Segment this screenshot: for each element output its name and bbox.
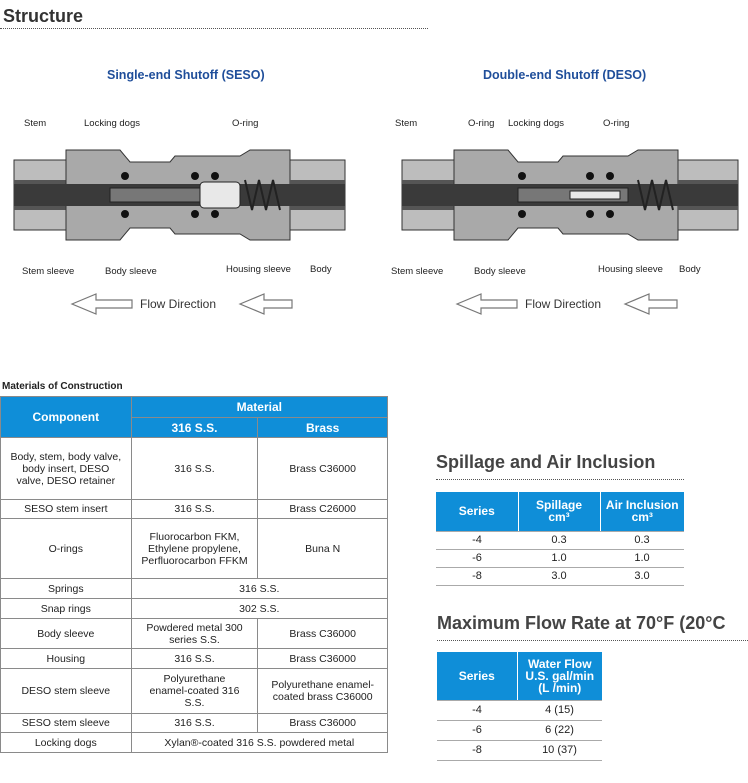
series-cell: -8 <box>437 740 517 760</box>
flowrate-header-series: Series <box>437 652 517 700</box>
structure-heading: Structure <box>3 6 84 26</box>
deso-label-body-sleeve: Body sleeve <box>474 266 526 277</box>
materials-title: Materials of Construction <box>2 381 123 392</box>
table-row <box>1 519 388 579</box>
brass-cell: Brass C36000 <box>258 619 388 649</box>
ss-cell: 316 S.S. <box>131 714 258 733</box>
seso-label-housing-sleeve: Housing sleeve <box>226 264 291 275</box>
deso-label-stem-sleeve: Stem sleeve <box>391 266 444 277</box>
seso-title: Single-end Shutoff (SESO) <box>107 68 265 82</box>
series-cell: -4 <box>437 700 517 720</box>
seso-label-locking-dogs: Locking dogs <box>84 118 140 129</box>
ss-cell: Polyurethane enamel-coated 316 S.S. <box>131 669 258 714</box>
ss-cell: Fluorocarbon FKM, Ethylene propylene, Perfluorocarbon FFKM <box>131 519 258 579</box>
spillage-divider <box>436 479 684 480</box>
brass-cell: Brass C36000 <box>258 649 388 669</box>
table-row <box>1 714 388 733</box>
col-header-316ss: 316 S.S. <box>131 418 258 438</box>
spillage-table <box>436 492 684 586</box>
component-cell: Housing <box>1 649 132 669</box>
brass-cell: Brass C26000 <box>258 500 388 519</box>
table-row <box>1 669 388 714</box>
air-cell: 1.0 <box>600 549 684 567</box>
air-header-label: Air Inclusion <box>605 498 679 513</box>
flowrate-table <box>437 652 602 761</box>
seso-label-o-ring: O-ring <box>232 118 259 129</box>
table-row <box>1 733 388 753</box>
flowrate-header-water-flow <box>517 652 602 700</box>
seso-label-stem-sleeve: Stem sleeve <box>22 266 75 277</box>
series-cell: -4 <box>436 531 518 549</box>
material-cell: Xylan®-coated 316 S.S. powdered metal <box>131 733 387 753</box>
water-flow-unit-l: (L /min) <box>538 680 582 695</box>
flow-cell: 4 (15) <box>517 700 602 720</box>
col-header-brass: Brass <box>258 418 388 438</box>
air-header-unit: cm³ <box>631 510 653 525</box>
water-flow-unit-gal: U.S. gal/min <box>525 668 595 683</box>
table-row <box>1 599 388 619</box>
brass-cell: Polyurethane enamel-coated brass C36000 <box>258 669 388 714</box>
spillage-cell: 0.3 <box>518 531 600 549</box>
table-row <box>1 619 388 649</box>
table-row <box>1 579 388 599</box>
seso-label-body: Body <box>310 264 332 275</box>
spillage-header-spillage <box>518 492 600 531</box>
deso-title: Double-end Shutoff (DESO) <box>483 68 647 82</box>
ss-cell: 316 S.S. <box>131 500 258 519</box>
seso-flow-direction: Flow Direction <box>140 297 217 311</box>
spillage-header-label: Spillage <box>535 498 582 513</box>
deso-cross-section-drawing <box>390 140 748 255</box>
table-row <box>436 531 684 549</box>
spillage-header-air <box>600 492 684 531</box>
flow-cell: 10 (37) <box>517 740 602 760</box>
flow-cell: 6 (22) <box>517 720 602 740</box>
component-cell: Snap rings <box>1 599 132 619</box>
heading-divider <box>0 28 428 29</box>
ss-cell: Powdered metal 300 series S.S. <box>131 619 258 649</box>
air-cell: 3.0 <box>600 567 684 585</box>
table-row <box>437 700 602 720</box>
table-row <box>437 740 602 760</box>
brass-cell: Buna N <box>258 519 388 579</box>
deso-label-housing-sleeve: Housing sleeve <box>598 264 663 275</box>
deso-label-o-ring-right: O-ring <box>603 118 630 129</box>
series-cell: -6 <box>436 549 518 567</box>
table-row <box>436 549 684 567</box>
deso-label-stem: Stem <box>395 118 418 129</box>
table-row <box>436 567 684 585</box>
spillage-title: Spillage and Air Inclusion <box>436 452 656 472</box>
col-header-material: Material <box>131 397 387 418</box>
table-row <box>1 500 388 519</box>
component-cell: DESO stem sleeve <box>1 669 132 714</box>
spillage-header-series: Series <box>436 492 518 531</box>
flowrate-divider <box>437 640 748 641</box>
component-cell: Springs <box>1 579 132 599</box>
spillage-cell: 1.0 <box>518 549 600 567</box>
deso-flow-direction: Flow Direction <box>525 297 602 311</box>
ss-cell: 316 S.S. <box>131 438 258 500</box>
table-row <box>437 720 602 740</box>
component-cell: SESO stem sleeve <box>1 714 132 733</box>
seso-label-body-sleeve: Body sleeve <box>105 266 157 277</box>
seso-label-stem: Stem <box>24 118 47 129</box>
component-cell: Body, stem, body valve, body insert, DESO valve, DESO retainer <box>1 438 132 500</box>
materials-table <box>0 396 388 753</box>
component-cell: O-rings <box>1 519 132 579</box>
flowrate-title: Maximum Flow Rate at 70°F (20°C <box>437 613 726 633</box>
deso-label-o-ring-left: O-ring <box>468 118 495 129</box>
deso-label-locking-dogs: Locking dogs <box>508 118 564 129</box>
series-cell: -6 <box>437 720 517 740</box>
material-cell: 302 S.S. <box>131 599 387 619</box>
series-cell: -8 <box>436 567 518 585</box>
col-header-component: Component <box>1 397 132 438</box>
ss-cell: 316 S.S. <box>131 649 258 669</box>
air-cell: 0.3 <box>600 531 684 549</box>
table-row <box>1 649 388 669</box>
component-cell: Body sleeve <box>1 619 132 649</box>
component-cell: SESO stem insert <box>1 500 132 519</box>
seso-cross-section-drawing <box>0 140 370 255</box>
component-cell: Locking dogs <box>1 733 132 753</box>
table-row <box>1 438 388 500</box>
spillage-header-unit: cm³ <box>548 510 570 525</box>
brass-cell: Brass C36000 <box>258 714 388 733</box>
material-cell: 316 S.S. <box>131 579 387 599</box>
brass-cell: Brass C36000 <box>258 438 388 500</box>
spillage-cell: 3.0 <box>518 567 600 585</box>
deso-label-body: Body <box>679 264 701 275</box>
water-flow-label: Water Flow <box>527 656 592 671</box>
